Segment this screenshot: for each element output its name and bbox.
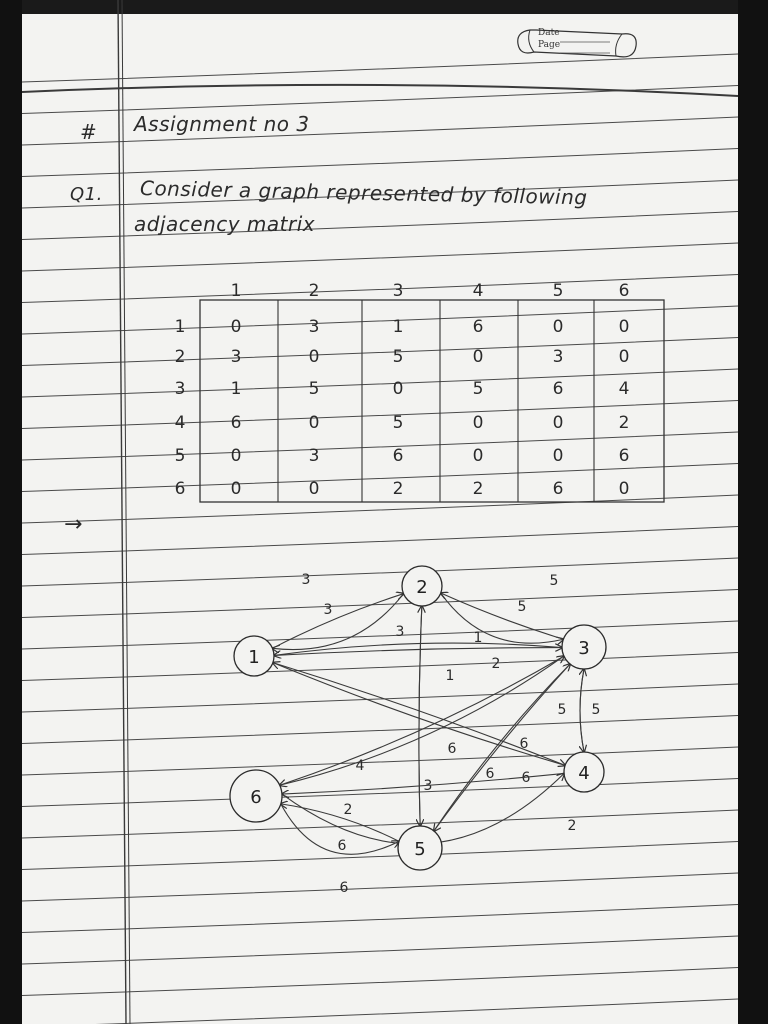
matrix-col-header: 4	[472, 281, 484, 301]
matrix-cell: 0	[230, 446, 242, 466]
edge-weight-label: 1	[473, 630, 483, 646]
matrix-cell: 0	[618, 479, 630, 499]
matrix-cell: 0	[472, 347, 484, 367]
edge-weight-label: 5	[517, 599, 527, 615]
matrix-cell: 0	[618, 347, 630, 367]
matrix-cell: 3	[308, 446, 320, 466]
matrix-col-header: 2	[308, 281, 320, 301]
edge-weight-label: 2	[491, 656, 501, 672]
matrix-col-header: 1	[230, 281, 242, 301]
matrix-col-header: 3	[392, 281, 404, 301]
matrix-cell: 0	[230, 317, 242, 337]
edge-weight-label: 5	[557, 702, 567, 718]
matrix-cell: 5	[392, 413, 404, 433]
matrix-col-header: 5	[552, 281, 564, 301]
matrix-cell: 0	[308, 347, 320, 367]
matrix-cell: 6	[552, 479, 564, 499]
matrix-cell: 6	[392, 446, 404, 466]
matrix-cell: 3	[552, 347, 564, 367]
matrix-row-header: 1	[174, 317, 186, 337]
matrix-cell: 2	[618, 413, 630, 433]
page-label: Page	[538, 40, 561, 50]
matrix-cell: 6	[472, 317, 484, 337]
graph-node-label: 6	[250, 787, 262, 808]
matrix-cell: 1	[230, 379, 242, 399]
graph-edge	[419, 606, 422, 826]
edge-weight-label: 3	[395, 624, 405, 640]
matrix-cell: 0	[392, 379, 404, 399]
edge-weight-label: 3	[323, 602, 333, 618]
matrix-cell: 4	[618, 379, 630, 399]
edge-weight-label: 6	[519, 736, 529, 752]
matrix-row-header: 6	[174, 479, 186, 499]
graph-edge	[272, 594, 403, 649]
matrix-col-header: 6	[618, 281, 630, 301]
matrix-cell: 5	[472, 379, 484, 399]
graph-edge	[274, 648, 562, 656]
matrix-cell: 6	[230, 413, 242, 433]
graph-edge	[272, 594, 403, 650]
arrow-mark: →	[64, 512, 83, 537]
edge-weight-label: 6	[339, 880, 349, 896]
matrix-cell: 1	[392, 317, 404, 337]
edge-weight-label: 6	[447, 741, 457, 757]
graph-node-label: 3	[578, 638, 590, 659]
edge-weight-label: 3	[301, 572, 311, 588]
date-label: Date	[538, 28, 560, 38]
question-label: Q1.	[70, 184, 103, 205]
edge-weight-label: 2	[343, 802, 353, 818]
graph-node-label: 4	[578, 763, 590, 784]
matrix-cell: 5	[308, 379, 320, 399]
matrix-row-header: 2	[174, 347, 186, 367]
matrix-cell: 0	[308, 479, 320, 499]
matrix-row-header: 3	[174, 379, 186, 399]
edge-weight-label: 6	[521, 770, 531, 786]
matrix-cell: 2	[472, 479, 484, 499]
edge-weight-label: 6	[337, 838, 347, 854]
matrix-cell: 0	[308, 413, 320, 433]
graph-edge	[580, 669, 584, 752]
matrix-cell: 0	[472, 413, 484, 433]
question-line-2: adjacency matrix	[134, 212, 316, 236]
notebook-page	[22, 0, 738, 1024]
edge-weight-label: 3	[423, 778, 433, 794]
question-line-1: Consider a graph represented by following	[139, 176, 588, 210]
graph-node-label: 2	[416, 577, 428, 598]
matrix-cell: 0	[618, 317, 630, 337]
edge-weight-label: 5	[549, 573, 559, 589]
matrix-cell: 0	[230, 479, 242, 499]
graph-edge	[280, 656, 564, 785]
assignment-title: Assignment no 3	[134, 112, 310, 136]
matrix-cell: 2	[392, 479, 404, 499]
matrix-cell: 0	[552, 446, 564, 466]
matrix-cell: 0	[552, 413, 564, 433]
graph-edge	[281, 804, 399, 841]
matrix-cell: 0	[472, 446, 484, 466]
hash-mark: #	[80, 120, 97, 144]
matrix-cell: 3	[308, 317, 320, 337]
edge-weight-label: 5	[591, 702, 601, 718]
edge-weight-label: 2	[567, 818, 577, 834]
matrix-cell: 6	[618, 446, 630, 466]
edge-weight-label: 6	[485, 766, 495, 782]
matrix-cell: 0	[552, 317, 564, 337]
graph-edge	[441, 593, 564, 639]
graph-node-label: 5	[414, 839, 426, 860]
matrix-cell: 3	[230, 347, 242, 367]
handwritten-figure	[22, 0, 738, 1024]
matrix-row-header: 5	[174, 446, 186, 466]
graph-node-label: 1	[248, 647, 260, 668]
graph-edge	[280, 656, 564, 785]
edge-weight-label: 1	[445, 668, 455, 684]
matrix-row-header: 4	[174, 413, 186, 433]
matrix-cell: 6	[552, 379, 564, 399]
matrix-cell: 5	[392, 347, 404, 367]
edge-weight-label: 4	[355, 758, 365, 774]
